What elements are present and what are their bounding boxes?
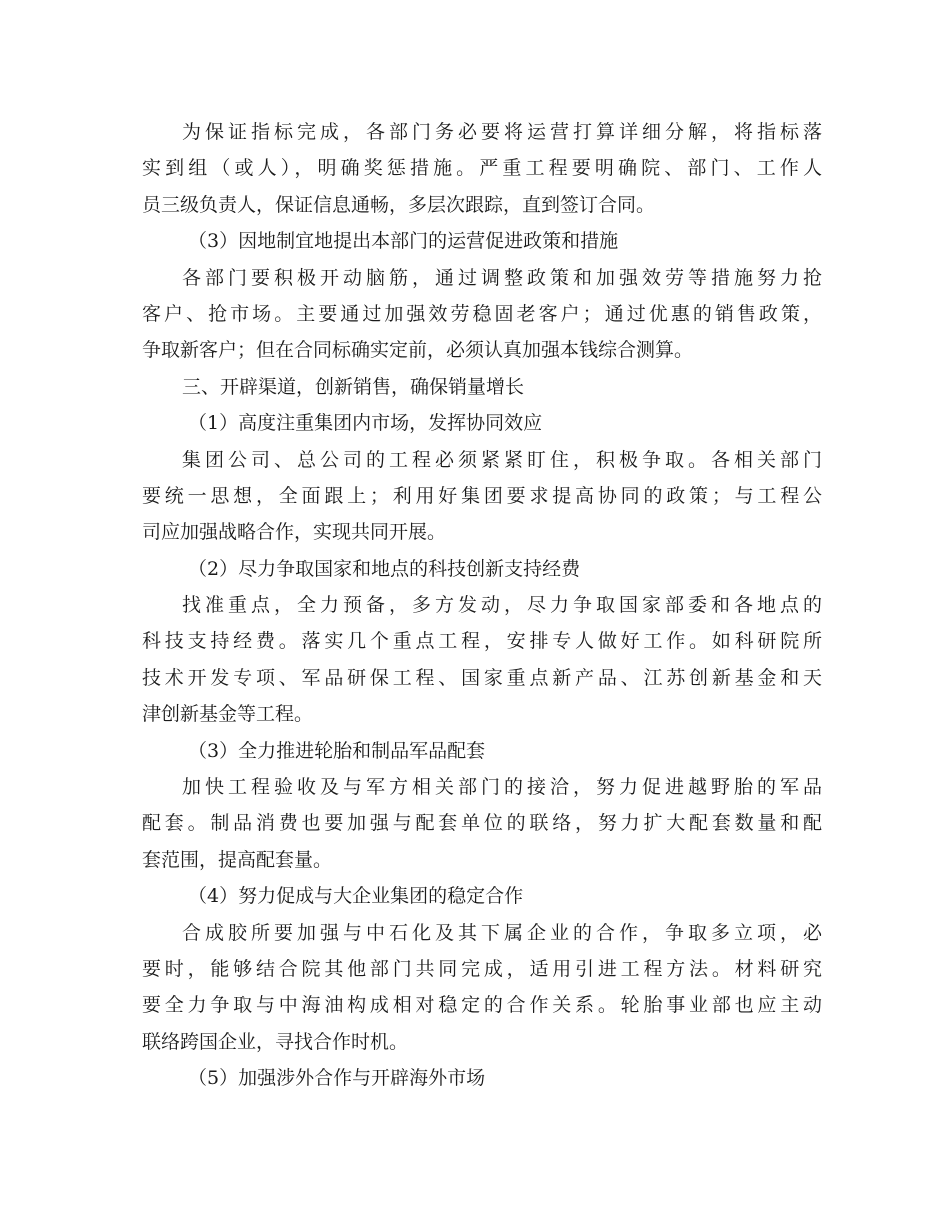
paragraph-line: 加快工程验收及与军方相关部门的接洽，努力促进越野胎的军品 [182, 776, 822, 799]
subsection-heading: （3）因地制宜地提出本部门的运营促进政策和措施 [188, 230, 619, 253]
paragraph-line: 配套。制品消费也要加强与配套单位的联络，努力扩大配套数量和配 [142, 812, 822, 835]
subsection-heading: （2）尽力争取国家和地点的科技创新支持经费 [188, 557, 581, 580]
subsection-heading: （1）高度注重集团内市场，发挥协同效应 [188, 412, 543, 435]
paragraph-line: 合成胶所要加强与中石化及其下属企业的合作，争取多立项，必 [182, 921, 822, 944]
paragraph-line: 要全力争取与中海油构成相对稳定的合作关系。轮胎事业部也应主动 [142, 994, 822, 1017]
paragraph-line: 司应加强战略合作，实现共同开展。 [142, 521, 447, 544]
paragraph-line: 套范围，提高配套量。 [142, 848, 333, 871]
paragraph-line: 实到组（或人），明确奖惩措施。严重工程要明确院、部门、工作人 [142, 157, 822, 180]
paragraph-line: 要时，能够结合院其他部门共同完成，适用引进工程方法。材料研究 [142, 957, 822, 980]
subsection-heading: （4）努力促成与大企业集团的稳定合作 [188, 885, 524, 908]
paragraph-line: 要统一思想，全面跟上；利用好集团要求提高协同的政策；与工程公 [142, 484, 822, 507]
paragraph-line: 客户、抢市场。主要通过加强效劳稳固老客户；通过优惠的销售政策， [142, 302, 822, 325]
paragraph-line: 为保证指标完成，各部门务必要将运营打算详细分解，将指标落 [182, 121, 822, 143]
paragraph-line: 员三级负责人，保证信息通畅，多层次跟踪，直到签订合同。 [142, 193, 656, 216]
paragraph-line: 集团公司、总公司的工程必须紧紧盯住，积极争取。各相关部门 [182, 448, 822, 471]
paragraph-line: 技术开发专项、军品研保工程、国家重点新产品、江苏创新基金和天 [142, 666, 822, 689]
subsection-heading: （3）全力推进轮胎和制品军品配套 [188, 739, 486, 762]
paragraph-line: 争取新客户；但在合同标确实定前，必须认真加强本钱综合测算。 [142, 339, 694, 362]
subsection-heading: （5）加强涉外合作与开辟海外市场 [188, 1067, 486, 1090]
paragraph-line: 找准重点，全力预备，多方发动，尽力争取国家部委和各地点的 [182, 594, 822, 617]
paragraph-line: 各部门要积极开动脑筋，通过调整政策和加强效劳等措施努力抢 [182, 266, 822, 289]
paragraph-line: 联络跨国企业，寻找合作时机。 [142, 1030, 409, 1053]
paragraph-line: 科技支持经费。落实几个重点工程，安排专人做好工作。如科研院所 [142, 630, 822, 653]
paragraph-line: 津创新基金等工程。 [142, 703, 314, 726]
section-heading: 三、开辟渠道，创新销售，确保销量增长 [182, 375, 525, 398]
document-body [142, 114, 822, 1097]
